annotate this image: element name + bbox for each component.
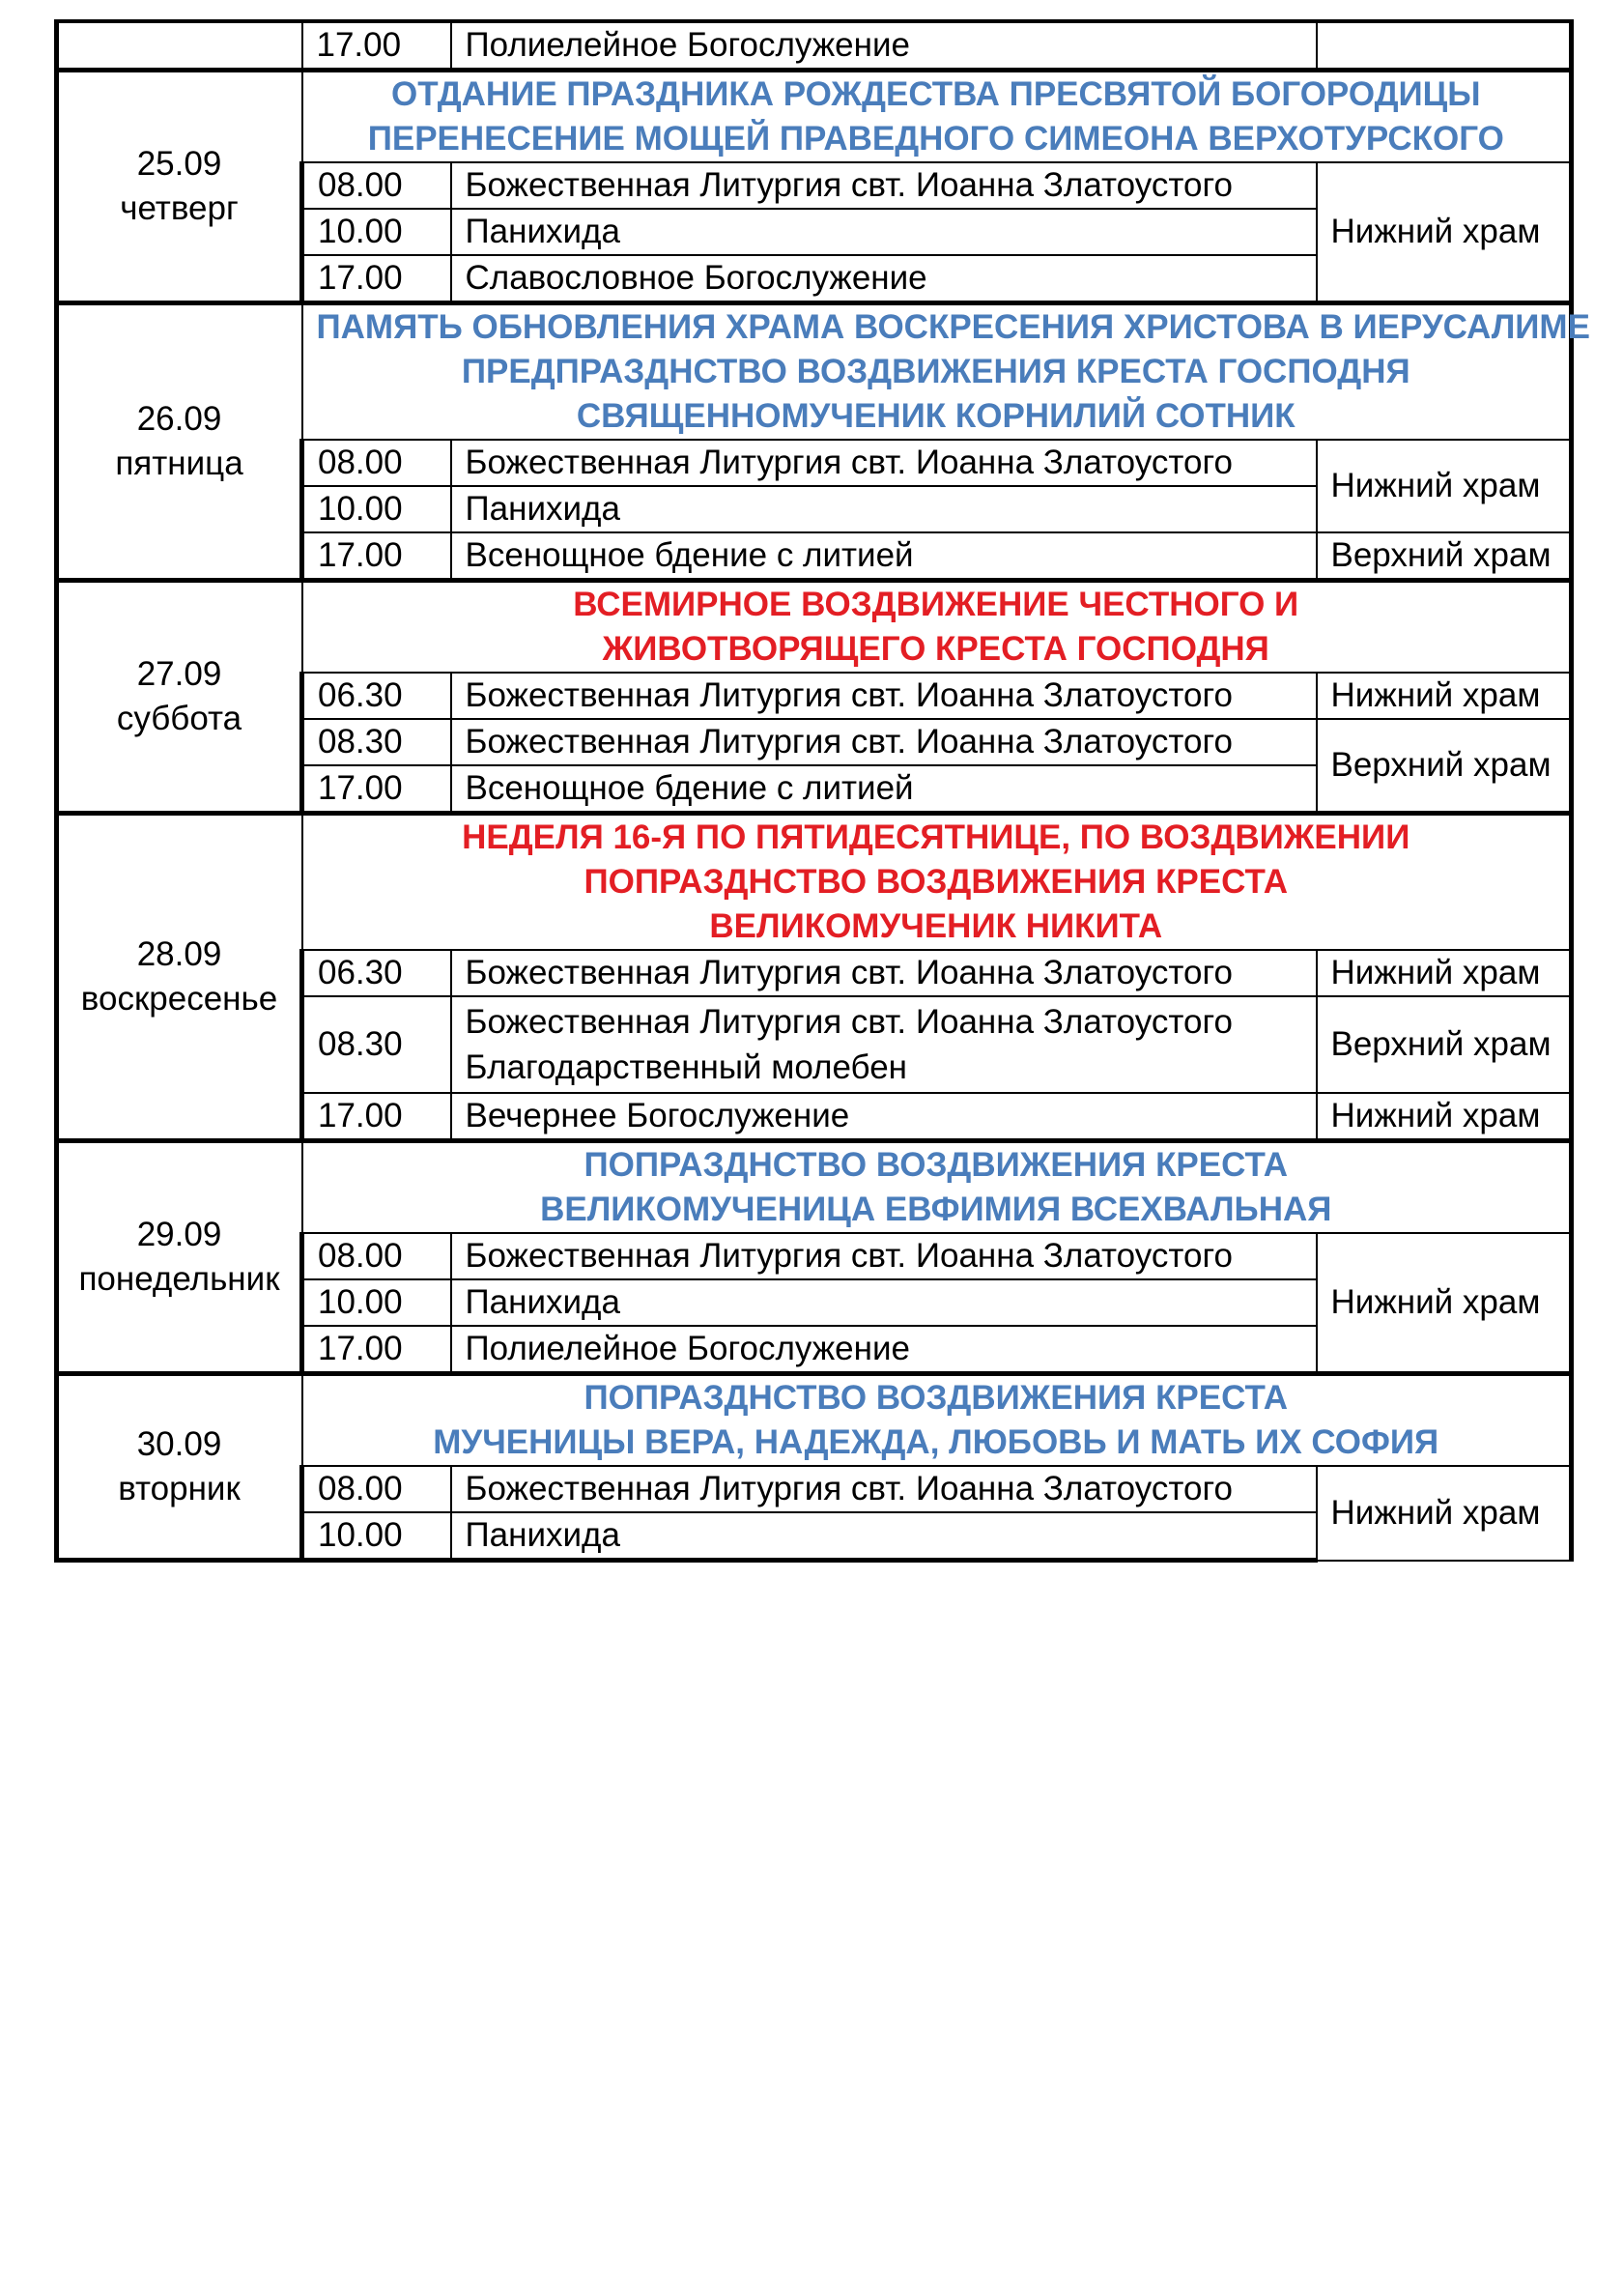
- service-time: 06.30: [302, 950, 451, 996]
- date-cell: [57, 814, 302, 1141]
- service-name: [451, 1466, 1317, 1512]
- service-time: 08.30: [302, 719, 451, 765]
- day-header-row: [57, 71, 1572, 163]
- service-time: 17.00: [302, 255, 451, 303]
- service-line: Славословное Богослужение: [465, 259, 927, 297]
- service-name: [451, 162, 1317, 209]
- date-cell: [57, 1141, 302, 1374]
- service-line: Божественная Литургия свт. Иоанна Златоустого: [465, 1470, 1233, 1507]
- schedule-table: [54, 19, 1590, 1563]
- day-header-row: [57, 814, 1572, 951]
- place-cell: Нижний храм: [1317, 440, 1572, 532]
- service-line: Божественная Литургия свт. Иоанна Златоустого: [465, 1003, 1233, 1041]
- service-time: 17.00: [302, 21, 451, 71]
- feast-line: ПОПРАЗДНСТВО ВОЗДВИЖЕНИЯ КРЕСТА: [584, 1146, 1288, 1184]
- feast-line: ЖИВОТВОРЯЩЕГО КРЕСТА ГОСПОДНЯ: [602, 630, 1269, 668]
- service-name: [451, 996, 1317, 1093]
- day-date: 30.09: [136, 1425, 222, 1463]
- day-date: 29.09: [136, 1216, 222, 1253]
- service-line: Божественная Литургия свт. Иоанна Златоустого: [465, 444, 1233, 481]
- day-date: 25.09: [136, 145, 222, 183]
- service-time: 06.30: [302, 673, 451, 719]
- day-weekday: четверг: [120, 189, 239, 227]
- day-weekday: пятница: [115, 445, 243, 482]
- service-name: Полиелейное Богослужение: [451, 21, 1317, 71]
- service-name: [451, 209, 1317, 255]
- date-cell-empty: [57, 21, 302, 71]
- feast-line: ПЕРЕНЕСЕНИЕ МОЩЕЙ ПРАВЕДНОГО СИМЕОНА ВЕРХОТУРСКОГО: [367, 120, 1504, 158]
- feast-line: ПАМЯТЬ ОБНОВЛЕНИЯ ХРАМА ВОСКРЕСЕНИЯ ХРИСТОВА В ИЕРУСАЛИМЕ: [316, 308, 1590, 346]
- day-weekday: вторник: [118, 1470, 241, 1507]
- service-time: 17.00: [302, 1093, 451, 1141]
- service-line: Вечернее Богослужение: [465, 1097, 850, 1134]
- service-time: 08.30: [302, 996, 451, 1093]
- feast-line: ВЕЛИКОМУЧЕНИК НИКИТА: [709, 907, 1163, 945]
- service-time: 10.00: [302, 209, 451, 255]
- feast-title: [302, 1141, 1572, 1234]
- date-cell: [57, 71, 302, 303]
- feast-line: ПОПРАЗДНСТВО ВОЗДВИЖЕНИЯ КРЕСТА: [584, 863, 1288, 901]
- feast-line: СВЯЩЕННОМУЧЕНИК КОРНИЛИЙ СОТНИК: [576, 397, 1296, 435]
- service-time: 08.00: [302, 440, 451, 486]
- feast-line: ВСЕМИРНОЕ ВОЗДВИЖЕНИЕ ЧЕСТНОГО И: [573, 586, 1299, 623]
- service-time: 10.00: [302, 1512, 451, 1561]
- feast-line: МУЧЕНИЦЫ ВЕРА, НАДЕЖДА, ЛЮБОВЬ И МАТЬ ИХ СОФИЯ: [433, 1423, 1439, 1461]
- service-name: [451, 950, 1317, 996]
- service-line: Панихида: [465, 490, 620, 528]
- service-name: [451, 1512, 1317, 1561]
- place-cell: Нижний храм: [1317, 673, 1572, 719]
- service-name: [451, 1279, 1317, 1326]
- service-line: Панихида: [465, 1283, 620, 1321]
- service-name: [451, 1093, 1317, 1141]
- service-line: Всенощное бдение с литией: [465, 769, 914, 807]
- service-line: Божественная Литургия свт. Иоанна Златоустого: [465, 676, 1233, 714]
- feast-line: ВЕЛИКОМУЧЕНИЦА ЕВФИМИЯ ВСЕХВАЛЬНАЯ: [540, 1191, 1332, 1228]
- service-line: Божественная Литургия свт. Иоанна Златоустого: [465, 954, 1233, 991]
- service-line: Благодарственный молебен: [465, 1048, 907, 1086]
- service-name: [451, 1233, 1317, 1279]
- service-line: Панихида: [465, 1516, 620, 1554]
- service-time: 08.00: [302, 1233, 451, 1279]
- date-cell: [57, 581, 302, 814]
- date-cell: [57, 303, 302, 581]
- service-name: [451, 440, 1317, 486]
- day-weekday: воскресенье: [80, 980, 278, 1018]
- feast-line: ПОПРАЗДНСТВО ВОЗДВИЖЕНИЯ КРЕСТА: [584, 1379, 1288, 1417]
- feast-title: [302, 1374, 1572, 1467]
- day-header-row: [57, 1374, 1572, 1467]
- place-cell: Верхний храм: [1317, 532, 1572, 581]
- day-date: 26.09: [136, 400, 222, 438]
- day-header-row: [57, 303, 1572, 441]
- place-cell: Нижний храм: [1317, 950, 1572, 996]
- service-name: [451, 486, 1317, 532]
- service-time: 08.00: [302, 1466, 451, 1512]
- feast-title: [302, 303, 1590, 441]
- table-row-continued: [57, 21, 1572, 71]
- service-name: [451, 765, 1317, 814]
- service-line: Божественная Литургия свт. Иоанна Златоустого: [465, 1237, 1233, 1275]
- day-header-row: [57, 1141, 1572, 1234]
- feast-line: ПРЕДПРАЗДНСТВО ВОЗДВИЖЕНИЯ КРЕСТА ГОСПОДНЯ: [461, 353, 1410, 390]
- service-name: [451, 673, 1317, 719]
- service-line: Божественная Литургия свт. Иоанна Златоустого: [465, 723, 1233, 761]
- day-weekday: понедельник: [78, 1260, 280, 1298]
- day-date: 28.09: [136, 935, 222, 973]
- place-cell: Верхний храм: [1317, 719, 1572, 814]
- service-name: [451, 1326, 1317, 1374]
- service-time: 10.00: [302, 486, 451, 532]
- service-time: 10.00: [302, 1279, 451, 1326]
- feast-title: [302, 814, 1572, 951]
- service-line: Всенощное бдение с литией: [465, 536, 914, 574]
- day-header-row: [57, 581, 1572, 674]
- feast-line: НЕДЕЛЯ 16-Я ПО ПЯТИДЕСЯТНИЦЕ, ПО ВОЗДВИЖЕНИИ: [462, 818, 1410, 856]
- place-cell: Нижний храм: [1317, 162, 1572, 303]
- service-time: 17.00: [302, 532, 451, 581]
- service-name: [451, 532, 1317, 581]
- place-cell: Нижний храм: [1317, 1233, 1572, 1374]
- day-weekday: суббота: [116, 700, 242, 737]
- service-time: 08.00: [302, 162, 451, 209]
- service-line: Божественная Литургия свт. Иоанна Златоустого: [465, 166, 1233, 204]
- service-time: 17.00: [302, 1326, 451, 1374]
- service-name: [451, 719, 1317, 765]
- day-date: 27.09: [136, 655, 222, 693]
- place-cell: [1317, 21, 1572, 71]
- service-line: Панихида: [465, 213, 620, 250]
- place-cell: Верхний храм: [1317, 996, 1572, 1093]
- service-line: Полиелейное Богослужение: [465, 1330, 910, 1367]
- feast-title: [302, 581, 1572, 674]
- place-cell: Нижний храм: [1317, 1466, 1572, 1561]
- place-cell: Нижний храм: [1317, 1093, 1572, 1141]
- feast-title: [302, 71, 1572, 163]
- date-cell: [57, 1374, 302, 1561]
- service-name: [451, 255, 1317, 303]
- service-time: 17.00: [302, 765, 451, 814]
- feast-line: ОТДАНИЕ ПРАЗДНИКА РОЖДЕСТВА ПРЕСВЯТОЙ БОГОРОДИЦЫ: [390, 75, 1481, 113]
